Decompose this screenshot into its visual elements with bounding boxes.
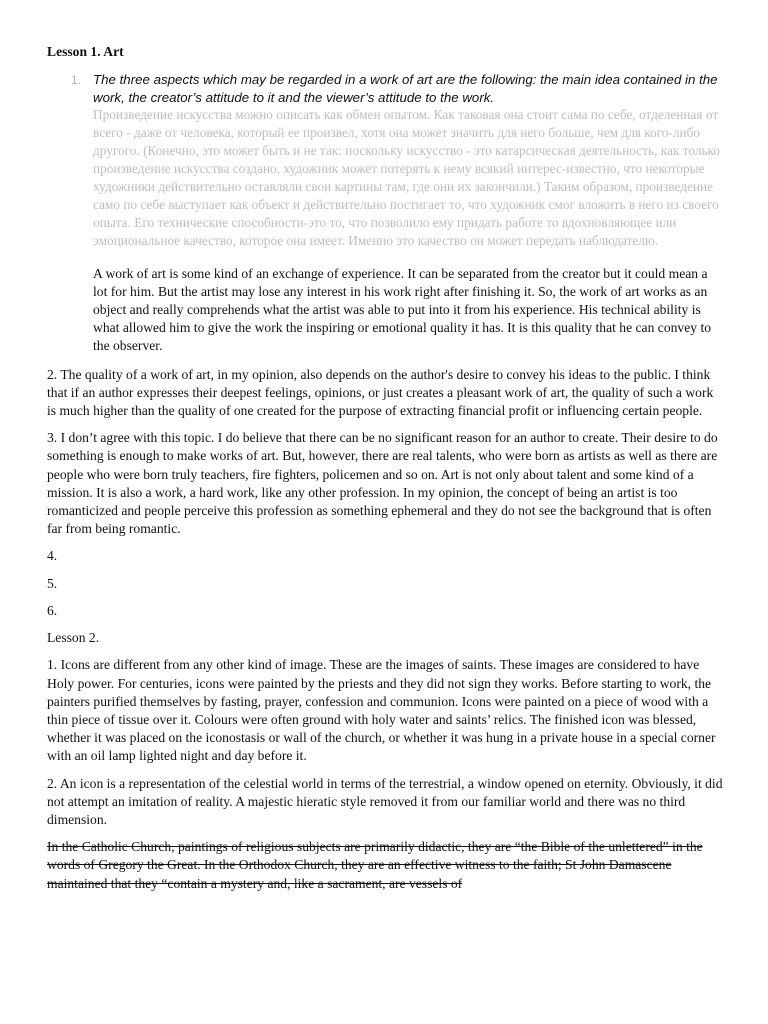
item6-number: 6. xyxy=(47,602,58,618)
struck-paragraph: In the Catholic Church, paintings of religious subjects are primarily didactic, they are “the Bible of the unlettered” in the words of Gregory the Great. In the Orthodox Church, they are an effective witness to the faith; St John Damascene maintained that they “contain a mystery and, like a sacrament, are vessels of xyxy=(47,839,703,891)
answer2-text: 2. The quality of a work of art, in my opinion, also depends on the author's desire to convey his ideas to the public. I think that if an author expresses their deepest feelings, opinions, or just creates a pleasant work of art, the quality of such a work is much higher than the quality of one created for the purpose of extracting financial profit or influencing certain people. xyxy=(47,366,714,419)
lesson1-title: Lesson 1. Art xyxy=(47,44,124,59)
item4-number: 4. xyxy=(47,548,58,564)
russian-translation: Произведение искусства можно описать как обмен опытом. Как таковая она стоит сама по себе, отделенная от всего - даже от человека, который ее произвел, хотя она может значить для него больше, чем для кого-либо другого. (Конечно, это может быть и не так: поскольку искусство - это катарсическая деятельность, как только произведение искусства создано, художник может потерять к нему всякий интерес-известно, что некоторые художники действительно оставляли свои картины там, где они их закончили.) Таким образом, произведение само по себе выступает как объект и действительно постигает то, что художник смог вложить в него из своего опыта. Его технические способности-это то, что позволило ему придать работе то вдохновляющее или эмоциональное качество, которое она имеет. Именно это качество он может передать наблюдателю. xyxy=(93,107,720,248)
lesson2-answer2: 2. An icon is a representation of the celestial world in terms of the terrestrial, a window opened on eternity. Obviously, it did not attempt an imitation of reality. A majestic hieratic style removed it from our familiar world and there was no third dimension. xyxy=(47,775,723,827)
item5-number: 5. xyxy=(47,575,58,591)
answer3-text: 3. I don’t agree with this topic. I do believe that there can be no significant reason for an author to create. Their desire to do something is enough to make works of art. But, however, there are real talents, who were born as artists as well as there are people who were born truly teachers, fire fighters, policemen and so on. Art is not only about talent and some kind of a mission. It is also a work, a hard work, like any other profession. In my opinion, the concept of being an artist is too romanticized and people perceive this profession as something ephemeral and they do not see the background that is often far from being romantic. xyxy=(47,430,718,537)
document-page xyxy=(47,43,723,902)
lesson2-title: Lesson 2. xyxy=(47,630,100,646)
lesson2-answer1: 1. Icons are different from any other kind of image. These are the images of saints. These images are considered to have Holy power. For centuries, icons were painted by the priests and they did not sign they works. Before starting to work, the painters purified themselves by fasting, prayer, confession and communion. Icons were painted on a piece of wood with a thin piece of tissue over it. Colours were often ground with holy water and saints’ relics. The finished icon was blessed, whether it was placed on the iconostasis or wall of the church, or whether it was hung in a private house in a special corner with an oil lamp lighted night and day before it. xyxy=(47,657,716,764)
lesson1-item1 xyxy=(47,71,723,355)
question1-text: The three aspects which may be regarded in a work of art are the following: the main idea contained in the work, the creator’s attitude to it and the viewer’s attitude to the work. xyxy=(93,72,718,105)
answer1-text: A work of art is some kind of an exchange of experience. It can be separated from the creator but it could mean a lot for him. But the artist may lose any interest in his work right after finishing it. So, the work of art works as an object and really comprehends what the artist was able to put into it from his experience. His technical ability is what allowed him to give the work the inspiring or emotional quality it has. It is this quality that he can convey to the observer. xyxy=(93,265,712,354)
item1-number: 1. xyxy=(71,73,82,88)
